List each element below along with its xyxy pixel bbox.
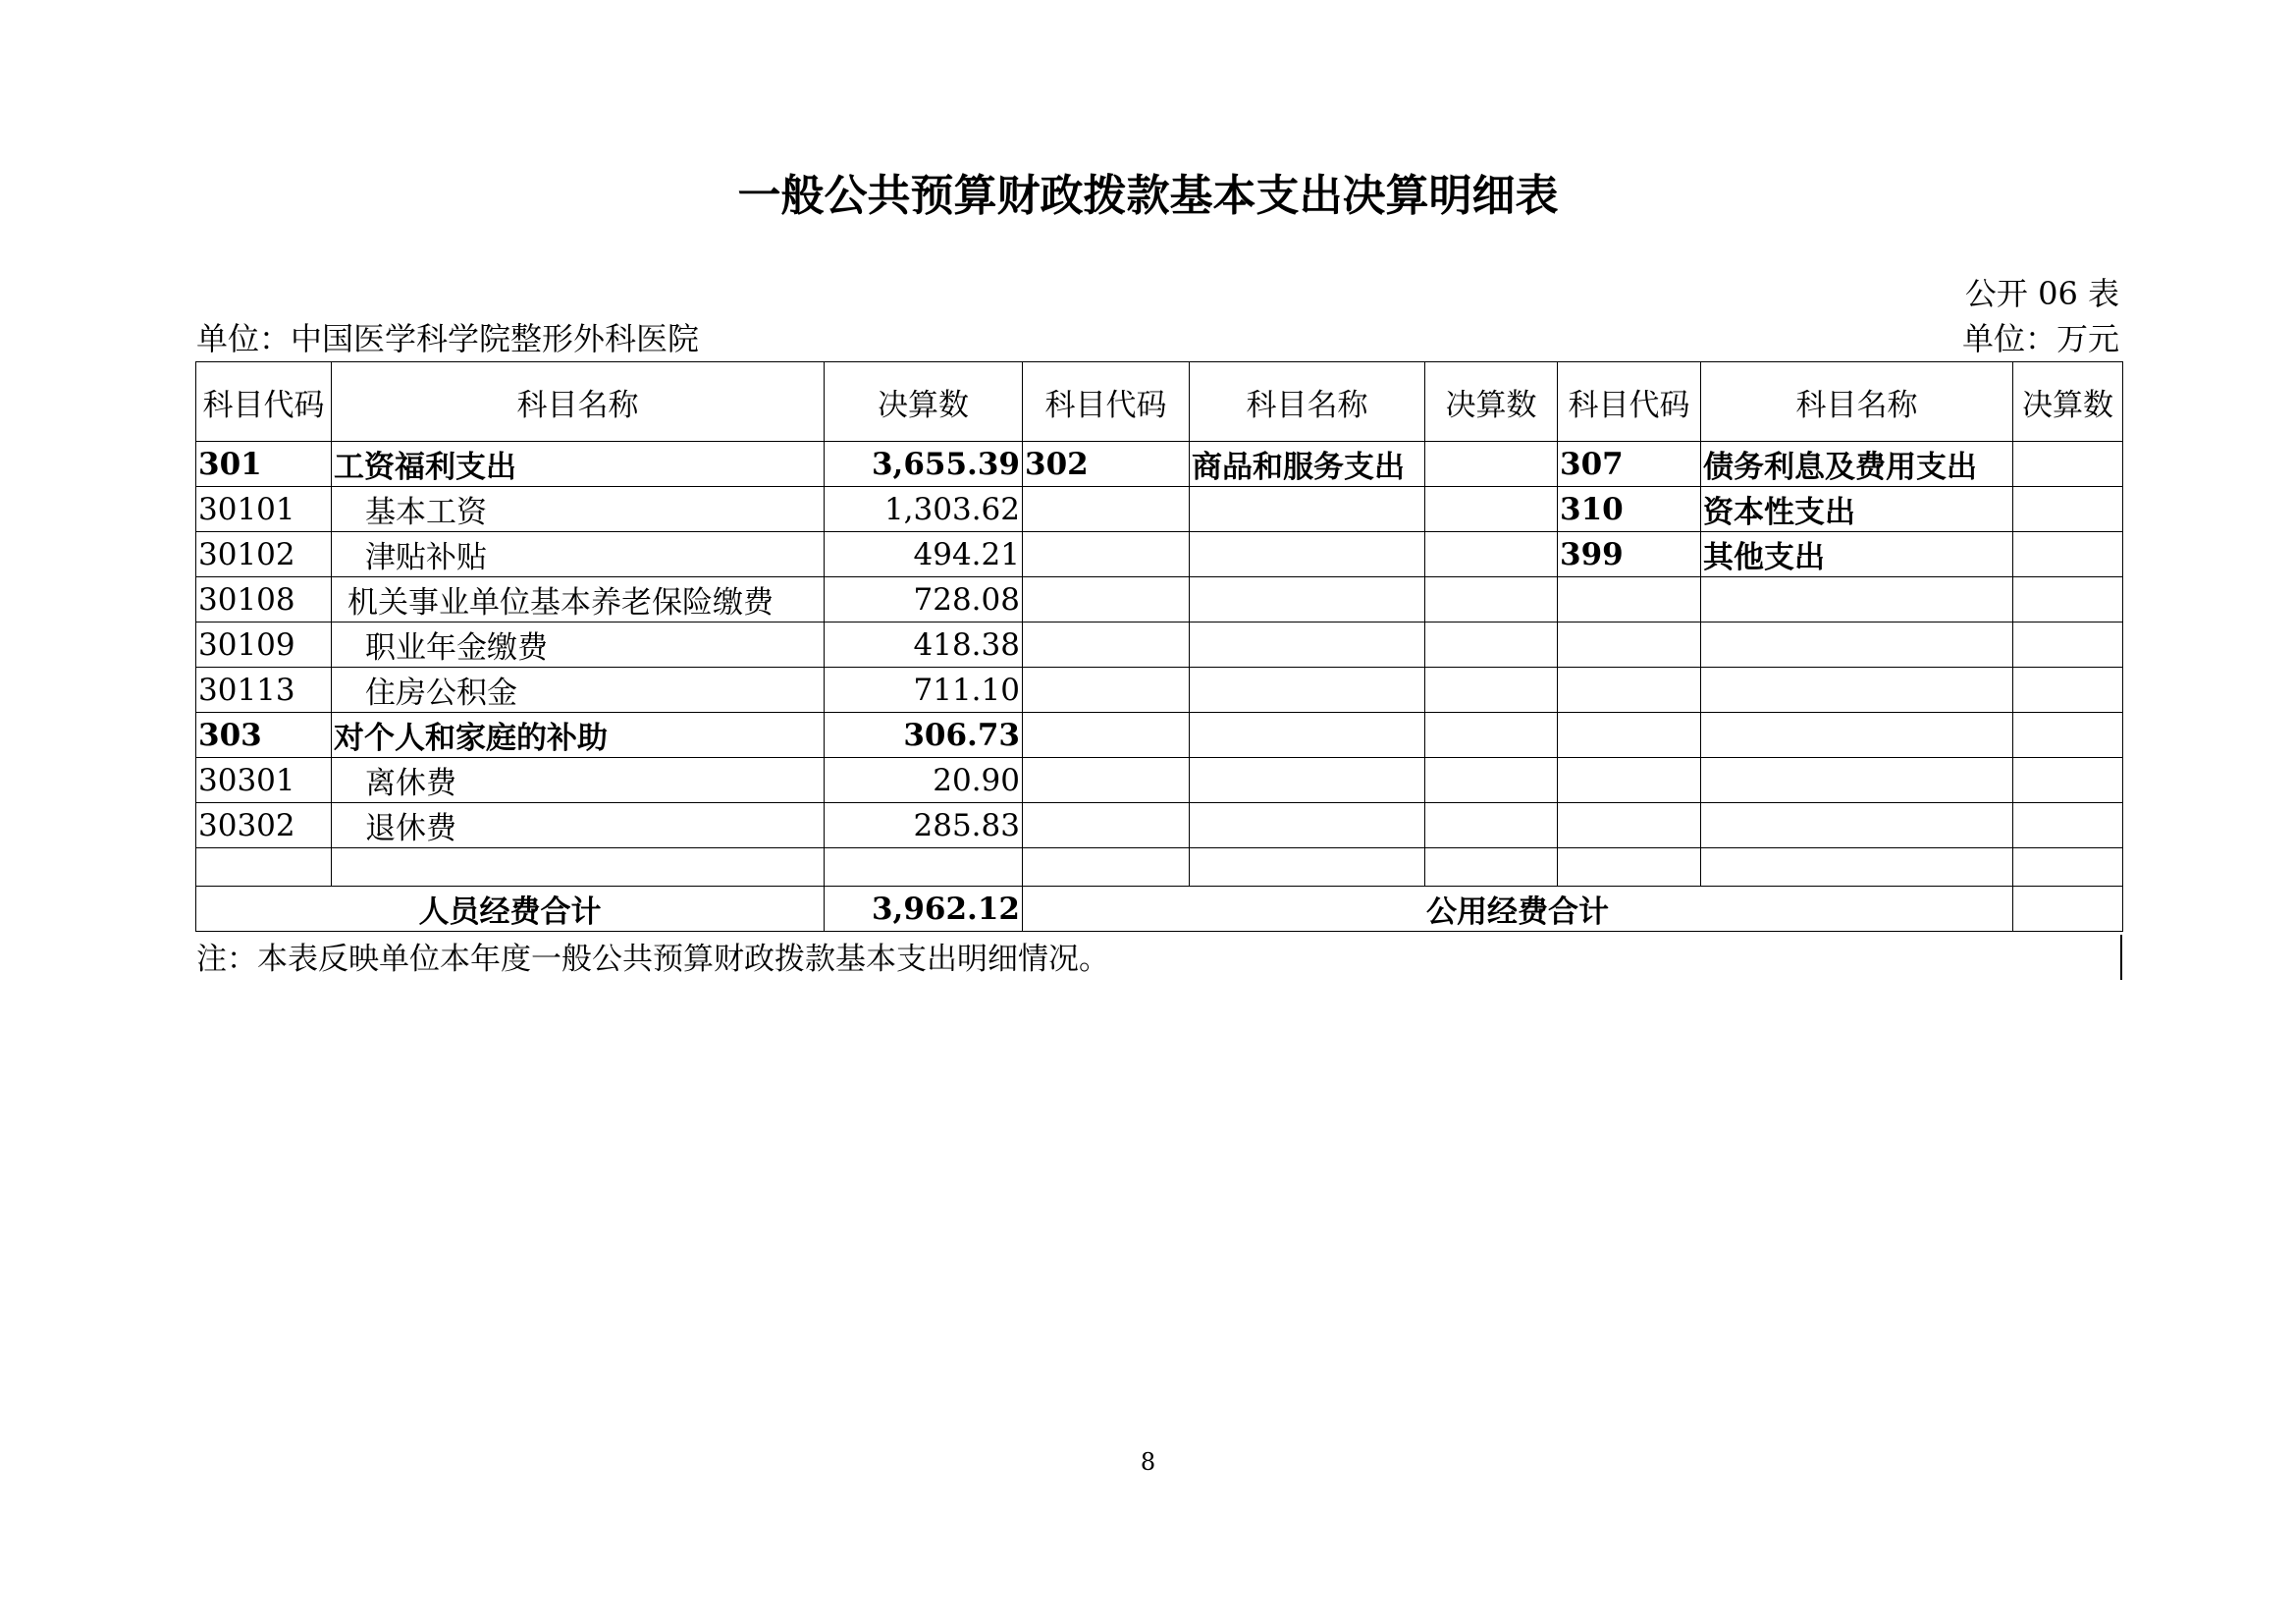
name-cell [1701, 803, 2013, 848]
table-row [196, 442, 2123, 487]
code-cell: 307 [1558, 442, 1701, 487]
amount-cell [1425, 532, 1558, 577]
table-note: 注：本表反映单位本年度一般公共预算财政拨款基本支出明细情况。 [196, 942, 1109, 977]
name-cell [1701, 758, 2013, 803]
name-cell [1190, 487, 1425, 532]
code-cell: 30113 [196, 668, 332, 713]
name-cell: 职业年金缴费 [332, 623, 825, 668]
code-cell: 30109 [196, 623, 332, 668]
name-cell: 基本工资 [332, 487, 825, 532]
empty-cell [1558, 848, 1701, 887]
name-cell [1190, 532, 1425, 577]
header-amount-1: 决算数 [825, 362, 1023, 442]
page-number: 8 [1140, 1448, 1156, 1476]
amount-cell [2013, 758, 2123, 803]
name-cell: 机关事业单位基本养老保险缴费 [332, 577, 825, 623]
code-cell: 30302 [196, 803, 332, 848]
code-cell: 30102 [196, 532, 332, 577]
name-cell [1190, 623, 1425, 668]
amount-cell [2013, 532, 2123, 577]
amount-cell [1425, 442, 1558, 487]
code-cell [1023, 758, 1190, 803]
name-cell: 资本性支出 [1701, 487, 2013, 532]
amount-cell [1425, 577, 1558, 623]
code-cell: 30108 [196, 577, 332, 623]
amount-cell [2013, 668, 2123, 713]
table-header-row [196, 362, 2123, 442]
table-row [196, 623, 2123, 668]
name-cell: 离休费 [332, 758, 825, 803]
table-row [196, 487, 2123, 532]
name-cell [1701, 577, 2013, 623]
amount-cell [1425, 758, 1558, 803]
amount-cell [2013, 487, 2123, 532]
code-cell [1023, 487, 1190, 532]
header-code-2: 科目代码 [1023, 362, 1190, 442]
name-cell: 商品和服务支出 [1190, 442, 1425, 487]
name-cell: 债务利息及费用支出 [1701, 442, 2013, 487]
amount-cell [2013, 623, 2123, 668]
amount-cell [2013, 713, 2123, 758]
amount-cell [2013, 577, 2123, 623]
amount-cell [1425, 487, 1558, 532]
code-cell [1023, 577, 1190, 623]
header-amount-2: 决算数 [1425, 362, 1558, 442]
amount-cell [2013, 803, 2123, 848]
empty-cell [1190, 848, 1425, 887]
name-cell [1701, 668, 2013, 713]
amount-cell: 728.08 [825, 577, 1023, 623]
amount-cell: 20.90 [825, 758, 1023, 803]
table-row [196, 532, 2123, 577]
name-cell: 津贴补贴 [332, 532, 825, 577]
amount-cell [1425, 803, 1558, 848]
personnel-total-label: 人员经费合计 [196, 887, 825, 932]
code-cell [1558, 577, 1701, 623]
empty-cell [196, 848, 332, 887]
form-number: 公开 06 表 [1964, 275, 2119, 312]
header-amount-3: 决算数 [2013, 362, 2123, 442]
amount-cell: 3,655.39 [825, 442, 1023, 487]
personnel-total-value: 3,962.12 [825, 887, 1023, 932]
name-cell [1190, 668, 1425, 713]
code-cell [1558, 758, 1701, 803]
code-cell [1558, 623, 1701, 668]
amount-cell [2013, 442, 2123, 487]
table-row [196, 668, 2123, 713]
name-cell [1701, 713, 2013, 758]
empty-cell [1023, 848, 1190, 887]
code-cell [1023, 623, 1190, 668]
page-title: 一般公共预算财政拨款基本支出决算明细表 [737, 171, 1559, 221]
code-cell [1558, 713, 1701, 758]
code-cell [1023, 668, 1190, 713]
code-cell [1023, 713, 1190, 758]
amount-cell: 418.38 [825, 623, 1023, 668]
code-cell: 30301 [196, 758, 332, 803]
table-row [196, 577, 2123, 623]
name-cell [1190, 758, 1425, 803]
unit-organization: 单位：中国医学科学院整形外科医院 [196, 320, 700, 357]
amount-cell: 306.73 [825, 713, 1023, 758]
header-name-1: 科目名称 [332, 362, 825, 442]
name-cell [1190, 577, 1425, 623]
code-cell [1023, 803, 1190, 848]
empty-cell [825, 848, 1023, 887]
name-cell [1190, 713, 1425, 758]
code-cell: 30101 [196, 487, 332, 532]
amount-cell [1425, 623, 1558, 668]
amount-cell: 1,303.62 [825, 487, 1023, 532]
code-cell: 301 [196, 442, 332, 487]
header-name-3: 科目名称 [1701, 362, 2013, 442]
empty-cell [332, 848, 825, 887]
header-code-3: 科目代码 [1558, 362, 1701, 442]
header-code-1: 科目代码 [196, 362, 332, 442]
note-right-rule [2120, 935, 2122, 980]
table-row [196, 758, 2123, 803]
public-total-label: 公用经费合计 [1023, 887, 2013, 932]
code-cell [1558, 803, 1701, 848]
amount-cell: 711.10 [825, 668, 1023, 713]
public-total-value [2013, 887, 2123, 932]
name-cell [1701, 623, 2013, 668]
code-cell [1023, 532, 1190, 577]
name-cell: 对个人和家庭的补助 [332, 713, 825, 758]
expenditure-table [195, 361, 2123, 932]
code-cell: 302 [1023, 442, 1190, 487]
name-cell: 住房公积金 [332, 668, 825, 713]
totals-row [196, 887, 2123, 932]
name-cell [1190, 803, 1425, 848]
name-cell: 工资福利支出 [332, 442, 825, 487]
code-cell: 310 [1558, 487, 1701, 532]
code-cell [1558, 668, 1701, 713]
amount-cell: 285.83 [825, 803, 1023, 848]
unit-currency: 单位：万元 [1961, 320, 2119, 357]
name-cell: 退休费 [332, 803, 825, 848]
table-row-empty [196, 848, 2123, 887]
amount-cell [1425, 668, 1558, 713]
empty-cell [1425, 848, 1558, 887]
amount-cell [1425, 713, 1558, 758]
table-row [196, 803, 2123, 848]
table-row [196, 713, 2123, 758]
empty-cell [1701, 848, 2013, 887]
header-name-2: 科目名称 [1190, 362, 1425, 442]
amount-cell: 494.21 [825, 532, 1023, 577]
code-cell: 399 [1558, 532, 1701, 577]
code-cell: 303 [196, 713, 332, 758]
name-cell: 其他支出 [1701, 532, 2013, 577]
empty-cell [2013, 848, 2123, 887]
